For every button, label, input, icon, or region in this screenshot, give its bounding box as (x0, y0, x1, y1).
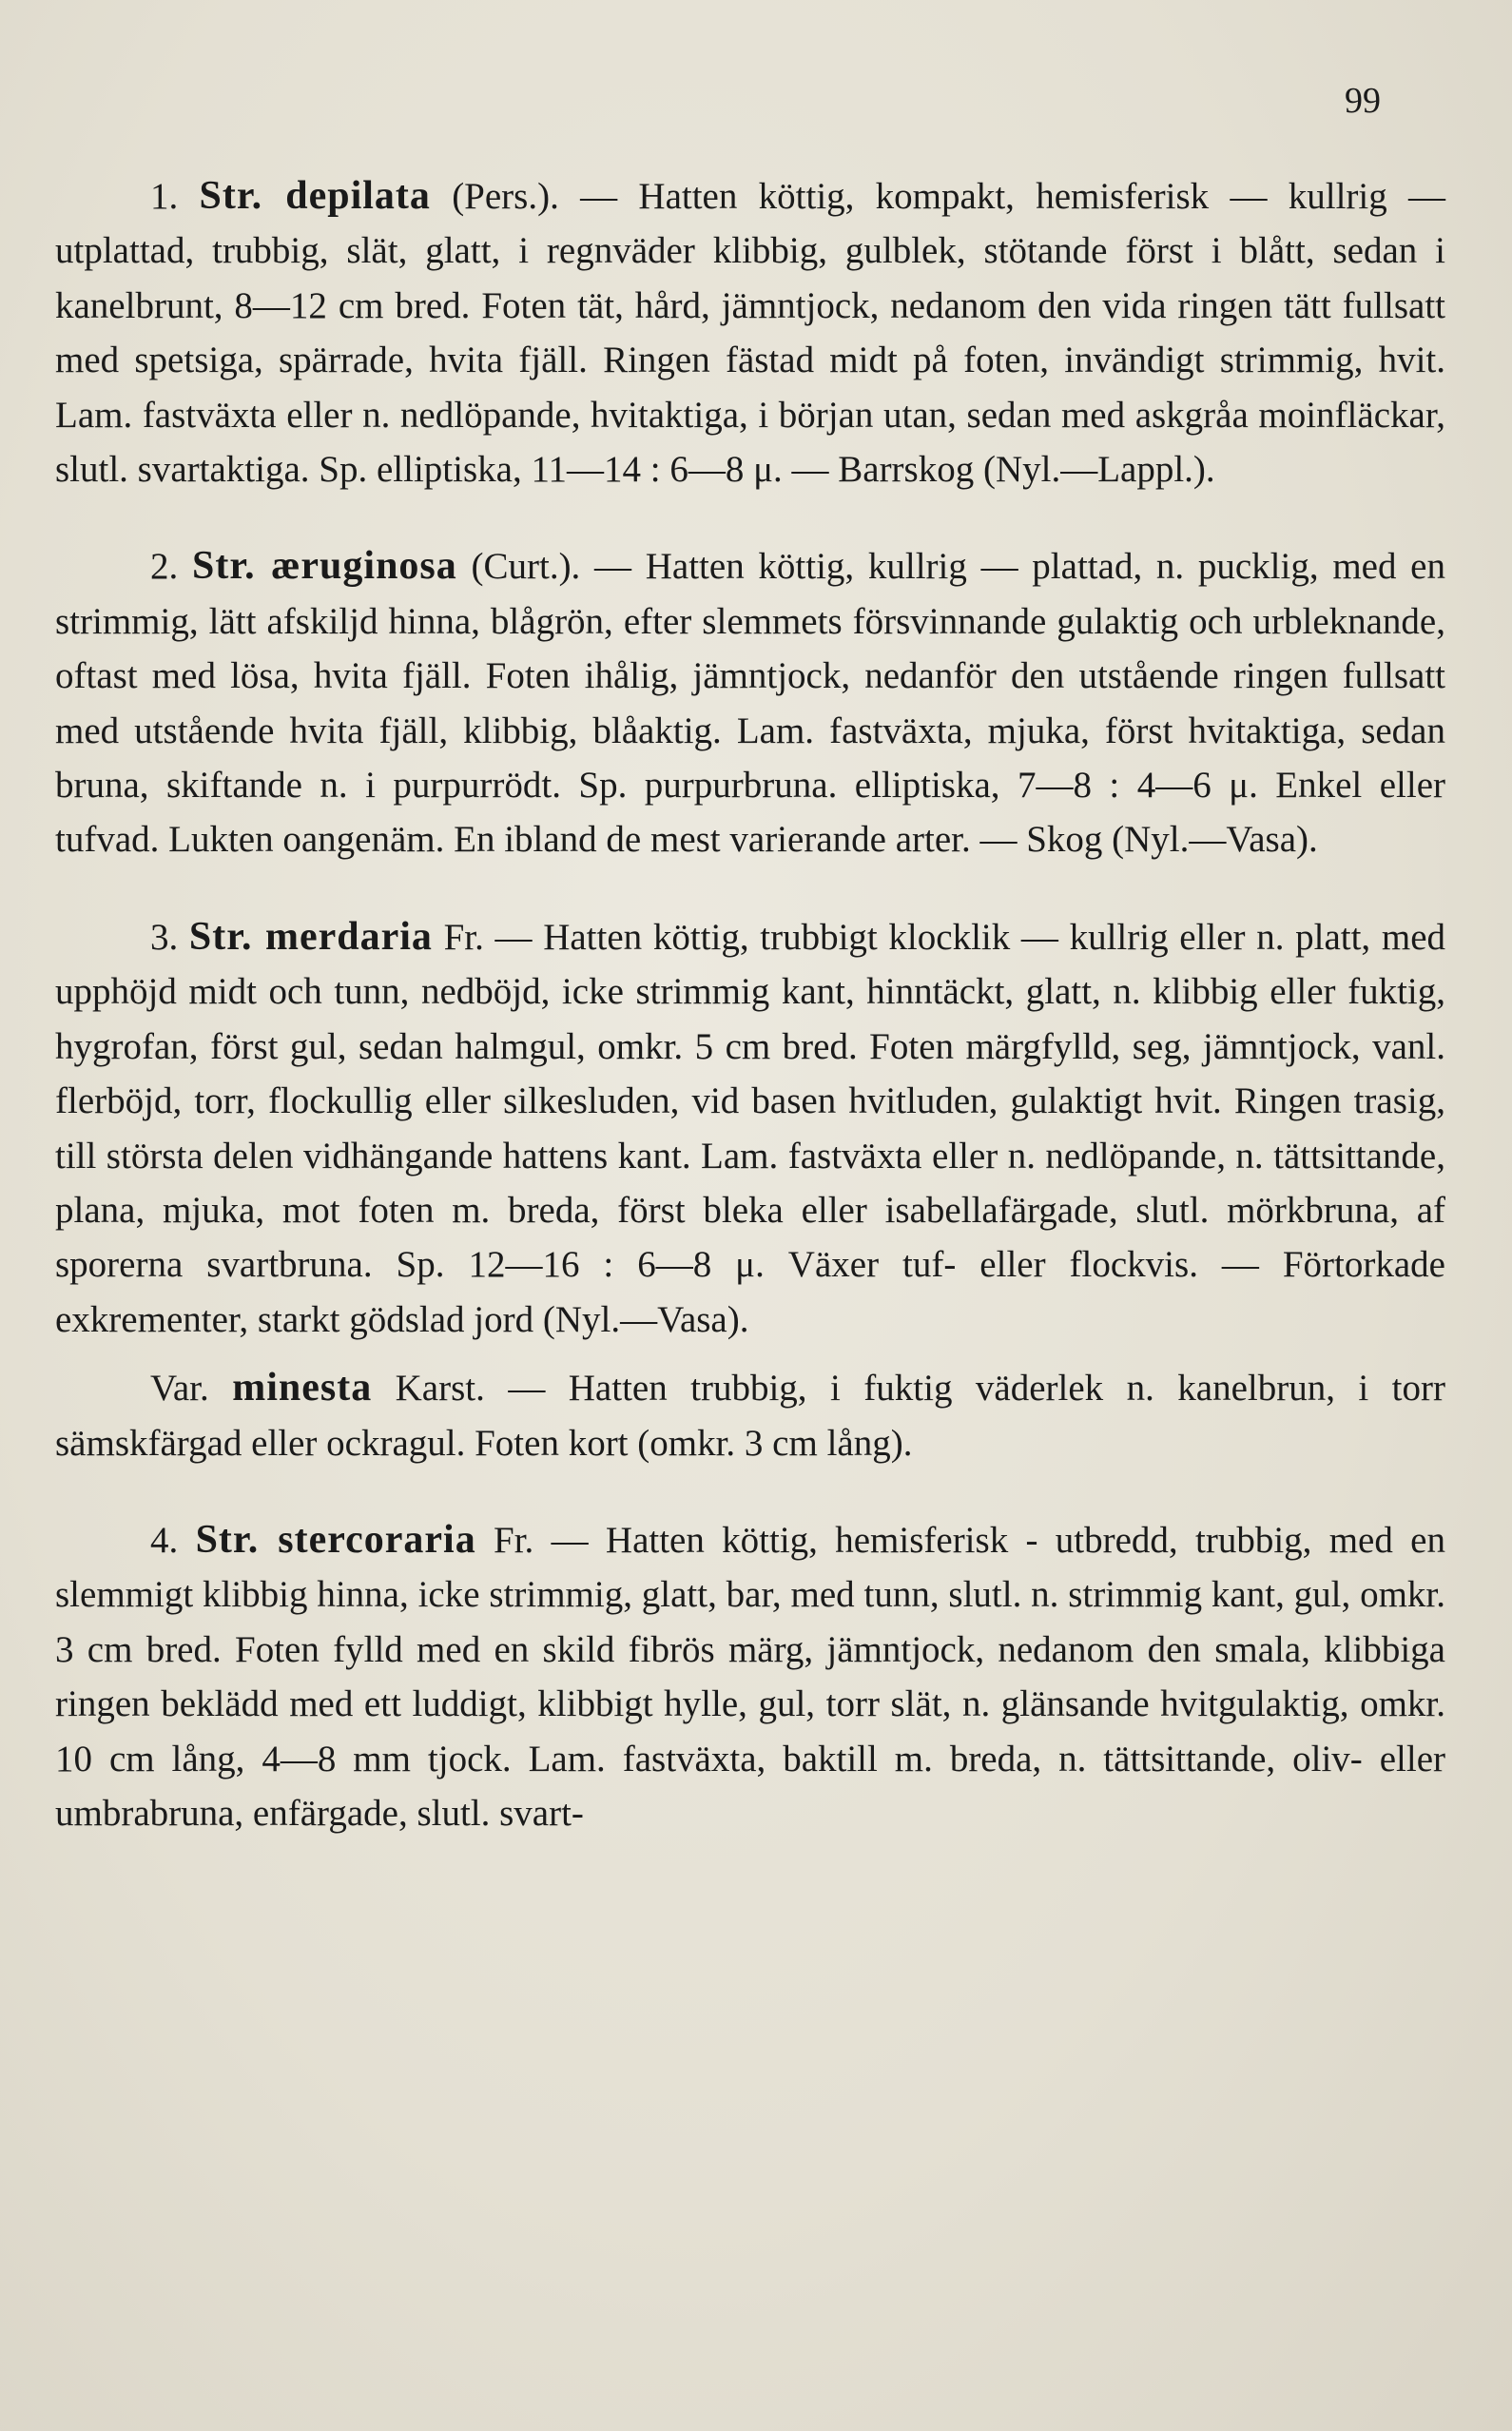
entry-description: Fr. — Hatten köttig, hemisferisk - utbredd, trubbig, med en slemmigt klibbig hinna, icke strimmig, glatt, bar, med tunn, slutl. n. strimmig kant, gul, omkr. 3 cm bred. Foten fylld med en skild fibrös märg, jämntjock, nedanom den smala, klibbiga ringen beklädd med ett luddigt, klibbigt hylle, gul, torr slät, n. glänsande hvitgulaktig, omkr. 10 cm lång, 4—8 mm tjock. Lam. fastväxta, baktill m. breda, n. tättsittande, oliv- eller umbrabruna, enfärgade, slutl. svart- (55, 1519, 1445, 1834)
page-number: 99 (1345, 81, 1381, 121)
entry-number: 3. (150, 916, 179, 958)
variety-entry-minesta (55, 1361, 1445, 1470)
species-name: Str. depilata (199, 174, 431, 218)
entry-description: Fr. — Hatten köttig, trubbigt klocklik — kullrig eller n. platt, med upphöjd midt och tunn, nedböjd, icke strimmig kant, hinntäckt, glatt, n. klibbig eller fuktig, hygrofan, först gul, sedan halmgul, omkr. 5 cm bred. Foten märgfylld, seg, jämntjock, vanl. flerböjd, torr, flockullig eller silkesluden, vid basen hvitluden, gulaktigt hvit. Ringen trasig, till största delen vidhängande hattens kant. Lam. fastväxta eller n. nedlöpande, n. tättsittande, plana, mjuka, mot foten m. breda, först bleka eller isabellafärgade, slutl. mörkbruna, af sporerna svartbruna. Sp. 12—16 : 6—8 μ. Växer tuf- eller flockvis. — Förtorkade exkrementer, starkt gödslad jord (Nyl.—Vasa). (55, 916, 1446, 1340)
variety-name: minesta (232, 1366, 373, 1410)
species-name: Str. stercoraria (195, 1517, 476, 1562)
species-name: Str. æruginosa (191, 544, 457, 589)
entry-number: 1. (150, 176, 179, 217)
entry-description: (Curt.). — Hatten köttig, kullrig — plattad, n. pucklig, med en strimmig, lätt afskiljd hinna, blågrön, efter slemmets försvinnande gulaktig och urbleknande, oftast med lösa, hvita fjäll. Foten ihålig, jämntjock, nedanför den utstående ringen fullsatt med utstående hvita fjäll, klibbig, blåaktig. Lam. fastväxta, mjuka, först hvitaktiga, sedan bruna, skiftande n. i purpurrödt. Sp. purpurbruna. elliptiska, 7—8 : 4—6 μ. Enkel eller tufvad. Lukten oangenäm. En ibland de mest varierande arter. — Skog (Nyl.—Vasa). (55, 546, 1445, 861)
entry-number: 2. (150, 546, 179, 588)
entry-description: Karst. — Hatten trubbig, i fuktig väderlek n. kanelbrun, i torr sämskfärgad eller ockragul. Foten kort (omkr. 3 cm lång). (55, 1368, 1445, 1464)
entry-number: 4. (150, 1519, 179, 1561)
species-entry-stercoraria (55, 1513, 1445, 1840)
variety-label: Var. (150, 1368, 209, 1410)
species-entry-depilata (55, 169, 1445, 496)
species-name: Str. merdaria (188, 914, 433, 959)
text-column (55, 169, 1445, 1883)
species-entry-aeruginosa (55, 539, 1445, 866)
species-entry-merdaria (55, 910, 1445, 1347)
entry-description: (Pers.). — Hatten köttig, kompakt, hemisferisk — kullrig — utplattad, trubbig, slät, glatt, i regnväder klibbig, gulblek, stötande först i blått, sedan i kanelbrunt, 8—12 cm bred. Foten tät, hård, jämntjock, nedanom den vida ringen tätt fullsatt med spetsiga, spärrade, hvita fjäll. Ringen fästad midt på foten, invändigt strimmig, hvit. Lam. fastväxta eller n. nedlöpande, hvitaktiga, i början utan, sedan med askgråa moinfläckar, slutl. svartaktiga. Sp. elliptiska, 11—14 : 6—8 μ. — Barrskog (Nyl.—Lappl.). (55, 176, 1446, 491)
